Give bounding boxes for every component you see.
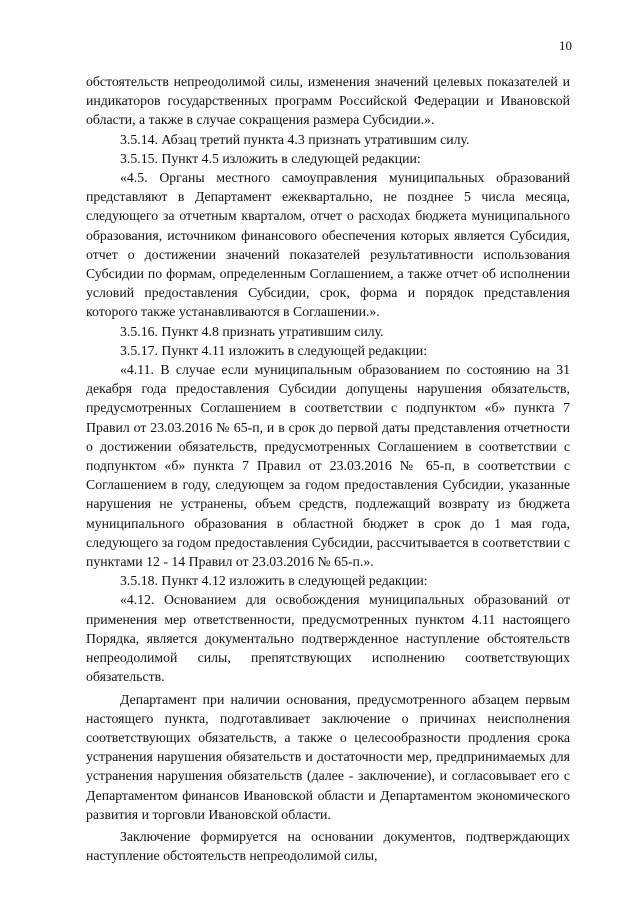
paragraph-3-5-16: 3.5.16. Пункт 4.8 признать утратившим силу. xyxy=(120,323,384,339)
paragraph-department-conclusion: Департамент при наличии основания, предусмотренного абзацем первым настоящего пункта, подготавливает заключение о причинах неисполнения соответствующих обязательств, а также о целесообразности продления срока устранения нарушения обязательств и достаточности мер, предпринимаемых для устранения нарушения обязательств (далее - заключение), и согласовывает его с Департаментом финансов Ивановской области и Департаментом экономического развития и торговли Ивановской области. xyxy=(86,691,570,822)
document-body xyxy=(86,72,570,865)
paragraph-3-5-14: 3.5.14. Абзац третий пункта 4.3 признать утратившим силу. xyxy=(120,131,470,147)
paragraph-4-5-text: «4.5. Органы местного самоуправления муниципальных образований представляют в Департамент ежеквартально, не позднее 5 числа месяца, следующего за отчетным кварталом, отчет о расходах бюджета муниципального образования, источником финансового обеспечения которых является Субсидия, отчет о достижении значений показателей результативности использования Субсидии по формам, определенным Соглашением, а также отчет об исполнении условий предоставления Субсидии, срок, форма и порядок представления которого также устанавливаются в Соглашении.». xyxy=(86,170,570,320)
paragraph-4-12-text: «4.12. Основанием для освобождения муниципальных образований от применения мер ответственности, предусмотренных пунктом 4.11 настоящего Порядка, является документально подтвержденное наступление обстоятельств непреодолимой силы, препятствующих исполнению соответствующих обязательств. xyxy=(86,592,570,685)
paragraph-continuation: обстоятельств непреодолимой силы, изменения значений целевых показателей и индикаторов государственных программ Российской Федерации и Ивановской области, а также в случае сокращения размера Субсидии.». xyxy=(86,74,570,128)
paragraph-3-5-17: 3.5.17. Пункт 4.11 изложить в следующей редакции: xyxy=(120,342,428,358)
paragraph-3-5-18: 3.5.18. Пункт 4.12 изложить в следующей редакции: xyxy=(120,573,428,589)
paragraph-4-11-text: «4.11. В случае если муниципальным образованием по состоянию на 31 декабря года предоставления Субсидии допущены нарушения обязательств, предусмотренных Соглашением в соответствии с подпунктом «б» пункта 7 Правил от 23.03.2016 № 65-п, и в срок до первой даты представления отчетности о достижении обязательств, предусмотренных Соглашением в соответствии с подпунктом «б» пункта 7 Правил от 23.03.2016 № 65-п, в соответствии с Соглашением в году, следующем за годом предоставления Субсидии, указанные нарушения не устранены, объем средств, подлежащий возврату из бюджета муниципального образования в областной бюджет в срок до 1 мая года, следующего за годом предоставления Субсидии, рассчитывается в соответствии с пунктами 12 - 14 Правил от 23.03.2016 № 65-п.». xyxy=(86,362,570,570)
paragraph-3-5-15: 3.5.15. Пункт 4.5 изложить в следующей редакции: xyxy=(120,150,421,166)
page-number: 10 xyxy=(559,38,572,53)
paragraph-conclusion-formation: Заключение формируется на основании документов, подтверждающих наступление обстоятельств непреодолимой силы, xyxy=(86,828,570,864)
